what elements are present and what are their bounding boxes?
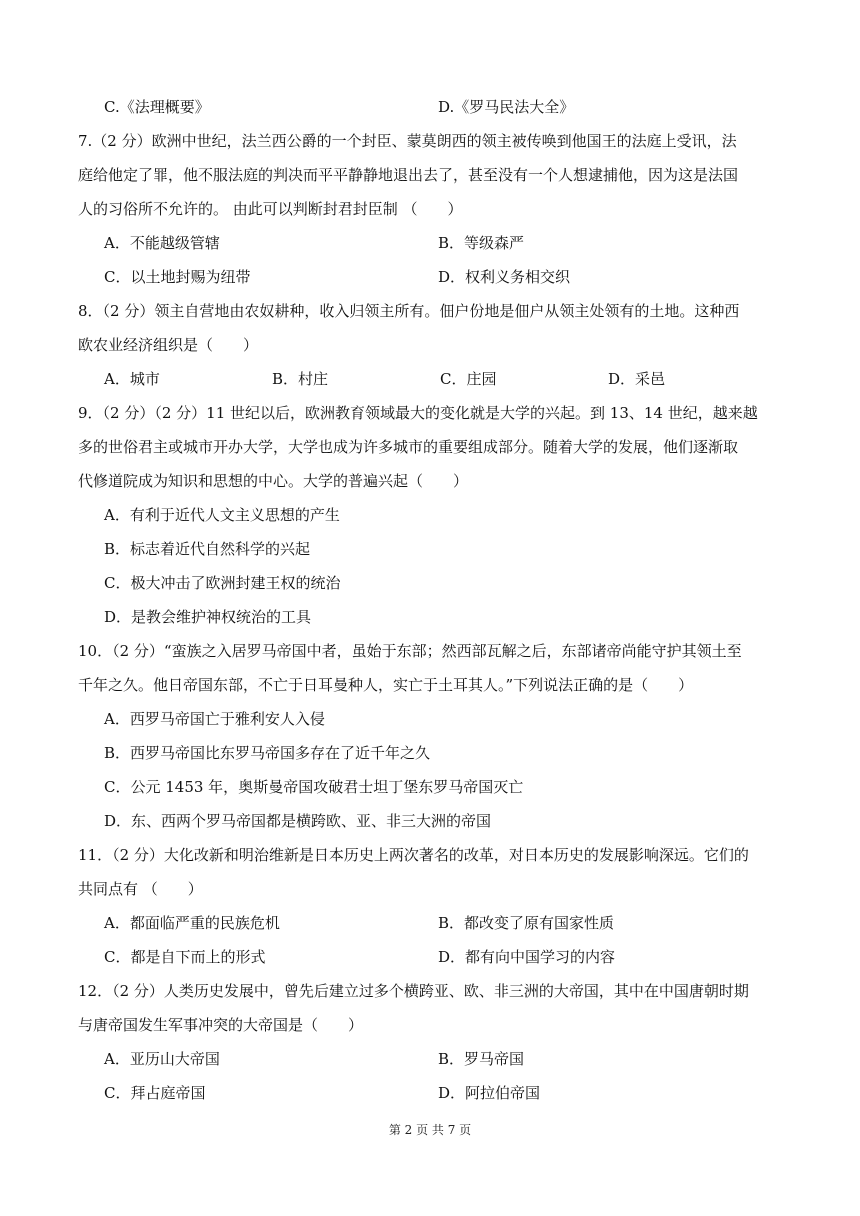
q11-option-b: B．都改变了原有国家性质 — [438, 914, 615, 932]
q9-stem — [78, 396, 783, 498]
q8-stem — [78, 294, 783, 362]
q12-line-2: 与唐帝国发生军事冲突的大帝国是（ ） — [78, 1016, 364, 1034]
q10-option-a: A．西罗马帝国亡于雅利安人入侵 — [104, 710, 325, 728]
q7-stem — [78, 124, 783, 226]
q8-option-a: A．城市 — [104, 370, 160, 388]
q10-stem — [78, 634, 783, 702]
q6-option-c: C.《法理概要》 — [104, 98, 210, 116]
q7-line-3: 人的习俗所不允许的。 由此可以判断封君封臣制 （ ） — [78, 200, 463, 218]
q10-option-d-row — [78, 804, 783, 838]
q10-option-a-row — [78, 702, 783, 736]
q12-line-1: 12．（2 分）人类历史发展中，曾先后建立过多个横跨亚、欧、非三洲的大帝国，其中在中国唐朝时期 — [78, 982, 749, 1000]
q10-option-b: B．西罗马帝国比东罗马帝国多存在了近千年之久 — [104, 744, 431, 762]
q11-option-c: C．都是自下而上的形式 — [104, 948, 266, 966]
q8-line-1: 8．（2 分）领主自营地由农奴耕种，收入归领主所有。佃户份地是佃户从领主处领有的土地。这种西 — [78, 302, 740, 320]
q9-line-1: 9．（2 分）（2 分）11 世纪以后，欧洲教育领域最大的变化就是大学的兴起。到 13、14 世纪，越来越 — [78, 404, 758, 422]
q9-option-a-row — [78, 498, 783, 532]
q11-options-row-2 — [78, 940, 783, 974]
q12-options-row-2 — [78, 1076, 783, 1110]
q9-option-a: A．有利于近代人文主义思想的产生 — [104, 506, 340, 524]
q11-options-row-1 — [78, 906, 783, 940]
q7-option-a: A．不能越级管辖 — [104, 234, 220, 252]
q12-stem — [78, 974, 783, 1042]
q7-options-row-1 — [78, 226, 783, 260]
q12-option-d: D．阿拉伯帝国 — [438, 1084, 541, 1102]
q9-option-d-row — [78, 600, 783, 634]
q9-line-3: 代修道院成为知识和思想的中心。大学的普遍兴起（ ） — [78, 472, 469, 490]
q7-line-2: 庭给他定了罪，他不服法庭的判决而平平静静地退出去了，甚至没有一个人想逮捕他，因为这是法国 — [78, 166, 739, 184]
q11-stem — [78, 838, 783, 906]
q11-line-1: 11．（2 分）大化改新和明治维新是日本历史上两次著名的改革，对日本历史的发展影响深远。它们的 — [78, 846, 749, 864]
q7-option-d: D．权利义务相交织 — [438, 268, 571, 286]
q8-line-2: 欧农业经济组织是（ ） — [78, 336, 259, 354]
q10-line-2: 千年之久。他日帝国东部，不亡于日耳曼种人，实亡于土耳其人。”下列说法正确的是（ ） — [78, 676, 694, 694]
q7-option-c: C．以土地封赐为纽带 — [104, 268, 251, 286]
q10-option-b-row — [78, 736, 783, 770]
q11-line-2: 共同点有 （ ） — [78, 880, 203, 898]
q9-option-c-row — [78, 566, 783, 600]
q6-options-row — [78, 90, 783, 124]
q12-option-c: C．拜占庭帝国 — [104, 1084, 206, 1102]
q11-option-a: A．都面临严重的民族危机 — [104, 914, 280, 932]
q6-option-d: D.《罗马民法大全》 — [438, 98, 575, 116]
q12-option-b: B．罗马帝国 — [438, 1050, 525, 1068]
q9-option-d: D．是教会维护神权统治的工具 — [104, 608, 312, 626]
q8-option-d: D．采邑 — [608, 370, 666, 388]
q12-options-row-1 — [78, 1042, 783, 1076]
q12-option-a: A．亚历山大帝国 — [104, 1050, 220, 1068]
q7-option-b: B．等级森严 — [438, 234, 525, 252]
q7-options-row-2 — [78, 260, 783, 294]
q11-option-d: D．都有向中国学习的内容 — [438, 948, 616, 966]
q9-option-b: B．标志着近代自然科学的兴起 — [104, 540, 311, 558]
q9-line-2: 多的世俗君主或城市开办大学，大学也成为许多城市的重要组成部分。随着大学的发展，他们逐渐取 — [78, 438, 739, 456]
q7-line-1: 7.（2 分）欧洲中世纪，法兰西公爵的一个封臣、蒙莫朗西的领主被传唤到他国王的法庭上受讯，法 — [78, 132, 737, 150]
q10-line-1: 10．（2 分）“蛮族之入居罗马帝国中者，虽始于东部；然西部瓦解之后，东部诸帝尚能守护其领土至 — [78, 642, 742, 660]
q8-option-c: C．庄园 — [440, 370, 497, 388]
page-footer: 第 2 页 共 7 页 — [388, 1123, 472, 1137]
q8-option-b: B．村庄 — [272, 370, 329, 388]
q9-option-b-row — [78, 532, 783, 566]
q8-options-row — [78, 362, 783, 396]
q9-option-c: C．极大冲击了欧洲封建王权的统治 — [104, 574, 341, 592]
q10-option-c-row — [78, 770, 783, 804]
q10-option-c: C．公元 1453 年，奥斯曼帝国攻破君士坦丁堡东罗马帝国灭亡 — [104, 778, 524, 796]
question-list — [78, 90, 783, 1110]
q10-option-d: D．东、西两个罗马帝国都是横跨欧、亚、非三大洲的帝国 — [104, 812, 492, 830]
